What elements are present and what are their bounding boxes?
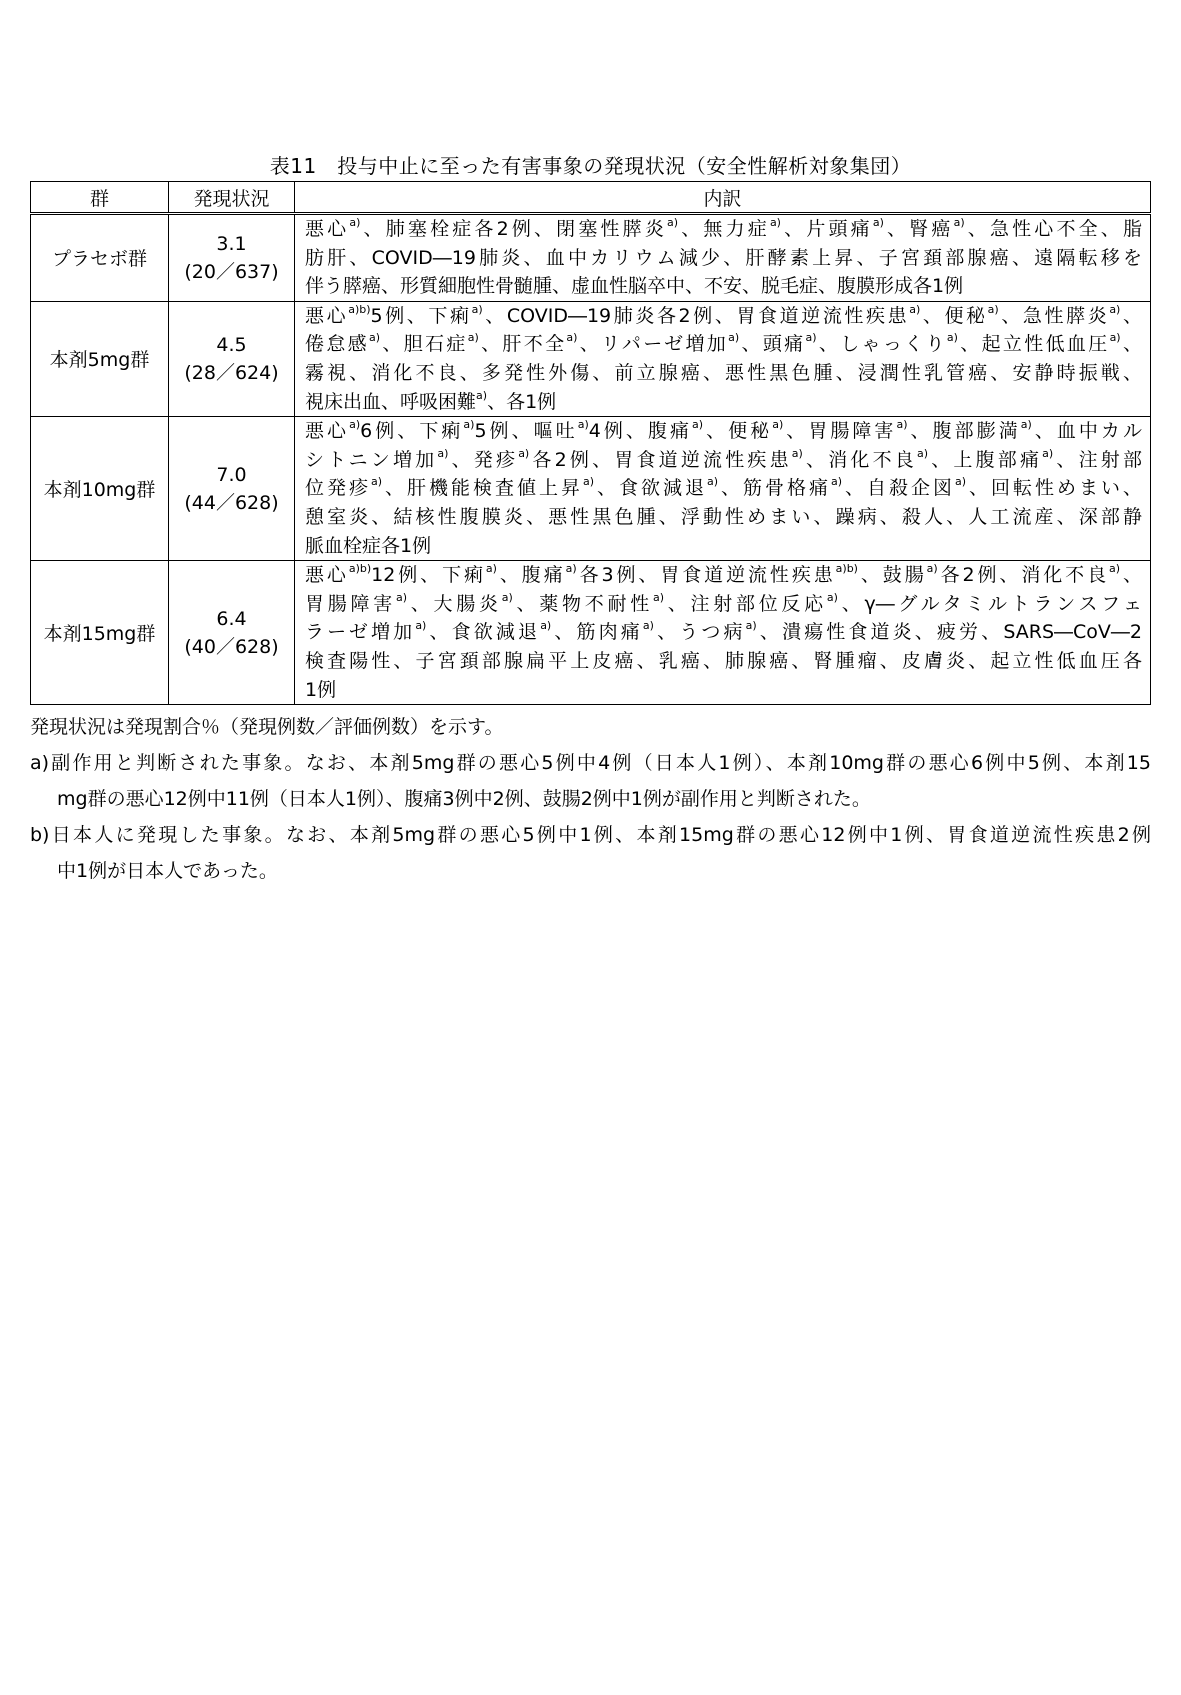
footnote-marker: a)	[987, 302, 999, 316]
breakdown-line	[305, 388, 1142, 417]
breakdown-text: 、便秘	[703, 420, 773, 443]
breakdown-line	[305, 330, 1142, 359]
footnote-marker: a)	[772, 418, 784, 432]
footnote-marker: a)	[946, 331, 958, 345]
breakdown-text: 各3例、胃食道逆流性疾患	[576, 564, 836, 587]
breakdown-line	[305, 302, 1142, 331]
footnote-marker: a)	[565, 562, 577, 576]
incidence-rate: 6.4	[216, 607, 247, 630]
breakdown-text: 、潰瘍性食道炎、疲労、SARS―CoV―2	[756, 621, 1142, 644]
breakdown-text: 、便秘	[920, 304, 988, 327]
footnote-marker: a)	[830, 475, 842, 489]
footnote-marker: a)	[370, 475, 383, 489]
incidence-cell	[169, 561, 295, 705]
breakdown-text: シトニン増加	[305, 448, 438, 471]
breakdown-text: 5例、下痢	[370, 304, 472, 327]
incidence-cell	[169, 214, 295, 302]
breakdown-text: 1例	[305, 678, 337, 701]
header-group: 群	[31, 182, 169, 214]
breakdown-text: 、筋骨格痛	[718, 477, 831, 500]
breakdown-text: 、無力症	[678, 218, 770, 240]
breakdown-text: 倦怠感	[305, 333, 369, 356]
breakdown-text: 悪心	[305, 218, 350, 240]
breakdown-text: 視床出血、呼吸困難	[305, 390, 477, 413]
breakdown-text: 位発疹	[305, 477, 371, 500]
document-body	[30, 152, 1151, 889]
footnote-marker: a)	[954, 475, 966, 489]
footnote-marker: a)b)	[348, 562, 372, 576]
breakdown-line	[305, 590, 1142, 619]
breakdown-text: 、頭痛	[739, 333, 806, 356]
breakdown-text: 、肝不全	[478, 333, 567, 356]
breakdown-text: 、肺塞栓症各2例、閉塞性膵炎	[360, 218, 668, 240]
breakdown-line	[305, 446, 1142, 475]
breakdown-cell	[295, 417, 1151, 561]
footnote-marker: a)	[476, 388, 488, 402]
breakdown-text: 、急性心不全、脂	[964, 218, 1142, 240]
breakdown-text: 5例、嘔吐	[474, 420, 578, 443]
breakdown-text: 、腎癌	[883, 218, 954, 240]
incidence-rate: 3.1	[216, 232, 247, 255]
breakdown-line	[305, 532, 1142, 561]
breakdown-text: 、発疹	[448, 448, 519, 471]
breakdown-text: 悪心	[305, 564, 349, 587]
breakdown-text: 各2例、胃食道逆流性疾患	[529, 448, 792, 471]
footnote-a-cont: mg群の悪心12例中11例（日本人1例）、腹痛3例中2例、鼓腸2例中1例が副作用と判断された。	[57, 788, 871, 811]
table-header-row	[31, 182, 1151, 214]
breakdown-text: 、筋肉痛	[551, 621, 643, 644]
breakdown-line	[305, 417, 1142, 446]
breakdown-text: 、大腸炎	[407, 592, 502, 615]
footnotes	[30, 709, 1151, 889]
footnote-marker: a)	[485, 562, 497, 576]
footnote-marker: a)	[791, 446, 803, 460]
breakdown-line	[305, 215, 1142, 244]
incidence-cell	[169, 301, 295, 416]
footnote-marker: a)	[540, 619, 552, 633]
breakdown-text: 4例、腹痛	[588, 420, 693, 443]
table-row	[31, 417, 1151, 561]
header-incidence: 発現状況	[169, 182, 295, 214]
footnote-marker: a)b)	[348, 302, 371, 316]
breakdown-text: 、	[1120, 564, 1142, 587]
footnote-marker: a)	[667, 216, 679, 229]
footnote-marker: a)	[582, 475, 594, 489]
breakdown-line	[305, 272, 1142, 301]
footnote-marker: a)	[349, 418, 361, 432]
breakdown-text: 、うつ病	[653, 621, 746, 644]
group-cell: 本剤5mg群	[31, 301, 169, 416]
breakdown-line	[305, 618, 1142, 647]
breakdown-text: 6例、下痢	[360, 420, 464, 443]
footnote-marker: a)	[501, 590, 513, 604]
footnote-marker: a)	[805, 331, 817, 345]
breakdown-text: 、肝機能検査値上昇	[382, 477, 583, 500]
breakdown-text: 、注射部位反応	[664, 592, 827, 615]
footnote-marker: a)	[826, 590, 838, 604]
incidence-rate: 7.0	[216, 463, 247, 486]
footnote-marker: a)	[437, 446, 449, 460]
incidence-count: (44／628)	[184, 491, 279, 514]
footnote-marker: a)	[652, 590, 664, 604]
footnote-marker: a)	[953, 216, 965, 229]
footnote-marker: a)	[518, 446, 530, 460]
breakdown-text: 、鼓腸	[857, 564, 927, 587]
breakdown-text: 悪心	[305, 304, 349, 327]
footnote-marker: a)	[769, 216, 781, 229]
breakdown-text: 、消化不良	[802, 448, 917, 471]
breakdown-text: 脈血栓症各1例	[305, 534, 432, 557]
footnote-a: a)副作用と判断された事象。なお、本剤5mg群の悪心5例中4例（日本人1例）、本剤10mg群の悪心6例中5例、本剤15	[30, 752, 1151, 775]
breakdown-text: 、急性膵炎	[998, 304, 1110, 327]
breakdown-text: 各2例、消化不良	[937, 564, 1110, 587]
breakdown-text: 、注射部	[1053, 448, 1142, 471]
footnote-marker: a)	[896, 418, 908, 432]
breakdown-text: 、食欲減退	[426, 621, 541, 644]
table-row	[31, 561, 1151, 705]
breakdown-line	[305, 359, 1142, 388]
breakdown-text: 、胃腸障害	[783, 420, 897, 443]
footnote-marker: a)	[728, 331, 740, 345]
breakdown-text: 、片頭痛	[780, 218, 873, 240]
footnote-marker: a)	[642, 619, 654, 633]
footnote-marker: a)	[471, 302, 483, 316]
header-breakdown: 内訳	[295, 182, 1151, 214]
breakdown-text: 胃腸障害	[305, 592, 396, 615]
breakdown-text: ラーゼ増加	[305, 621, 416, 644]
footnote-marker: a)	[1109, 562, 1121, 576]
group-cell: プラセボ群	[31, 214, 169, 302]
incidence-count: (20／637)	[184, 260, 279, 283]
breakdown-text: 、回転性めまい、	[966, 477, 1142, 500]
breakdown-text: 、腹痛	[496, 564, 566, 587]
breakdown-line	[305, 647, 1142, 676]
incidence-rate: 4.5	[216, 333, 247, 356]
breakdown-text: 12例、下痢	[371, 564, 486, 587]
breakdown-line	[305, 244, 1142, 273]
breakdown-cell	[295, 561, 1151, 705]
breakdown-text: 、	[1120, 304, 1142, 327]
footnote-marker: a)	[566, 331, 578, 345]
breakdown-text: 検査陽性、子宮頚部腺扁平上皮癌、乳癌、肺腺癌、腎腫瘤、皮膚炎、起立性低血圧各	[305, 649, 1142, 672]
breakdown-cell	[295, 214, 1151, 302]
breakdown-line	[305, 561, 1142, 590]
group-cell: 本剤10mg群	[31, 417, 169, 561]
footnote-marker: a)	[916, 446, 929, 460]
incidence-count: (40／628)	[184, 635, 279, 658]
breakdown-text: 、薬物不耐性	[512, 592, 653, 615]
breakdown-text: 、腹部膨満	[907, 420, 1021, 443]
breakdown-text: 、	[1120, 333, 1142, 356]
breakdown-text: 肪肝、COVID―19肺炎、血中カリウム減少、肝酵素上昇、子宮頚部腺癌、遠隔転移を	[305, 246, 1142, 269]
footnote-marker: a)	[1109, 331, 1121, 345]
group-cell: 本剤15mg群	[31, 561, 169, 705]
breakdown-text: 、γ―グルタミルトランスフェ	[837, 592, 1142, 615]
footnote-marker: a)	[745, 619, 757, 633]
footnote-marker: a)	[872, 216, 884, 229]
footnote-marker: a)	[349, 216, 361, 229]
breakdown-text: 、起立性低血圧	[957, 333, 1110, 356]
breakdown-line	[305, 474, 1142, 503]
table-row	[31, 214, 1151, 302]
breakdown-cell	[295, 301, 1151, 416]
footnote-marker: a)	[1109, 302, 1121, 316]
breakdown-text: 、各1例	[487, 390, 557, 413]
footnote-marker: a)	[706, 475, 718, 489]
footnote-incidence: 発現状況は発現割合％（発現例数／評価例数）を示す。	[30, 716, 504, 739]
breakdown-line	[305, 676, 1142, 705]
breakdown-text: 、リパーゼ増加	[577, 333, 729, 356]
breakdown-text: 、しゃっくり	[816, 333, 947, 356]
incidence-cell	[169, 417, 295, 561]
breakdown-text: 伴う膵癌、形質細胞性骨髄腫、虚血性脳卒中、不安、脱毛症、腹膜形成各1例	[305, 275, 964, 298]
breakdown-text: 霧視、消化不良、多発性外傷、前立腺癌、悪性黒色腫、浸潤性乳管癌、安静時振戦、	[305, 361, 1142, 384]
table-row	[31, 301, 1151, 416]
footnote-marker: a)	[369, 331, 381, 345]
footnote-marker: a)	[926, 562, 938, 576]
footnote-marker: a)	[1042, 446, 1054, 460]
table-title: 表11 投与中止に至った有害事象の発現状況（安全性解析対象集団）	[269, 154, 912, 178]
footnote-marker: a)	[1020, 418, 1032, 432]
footnote-marker: a)	[577, 418, 589, 432]
incidence-count: (28／624)	[184, 361, 279, 384]
breakdown-line	[305, 503, 1142, 532]
footnote-marker: a)	[395, 590, 408, 604]
footnote-b-cont: 中1例が日本人であった。	[57, 860, 278, 883]
footnote-marker: a)	[692, 418, 704, 432]
breakdown-text: 、胆石症	[380, 333, 468, 356]
breakdown-text: 、食欲減退	[594, 477, 707, 500]
adverse-events-table	[30, 181, 1151, 705]
breakdown-text: 、血中カル	[1031, 420, 1142, 443]
breakdown-text: 、COVID―19肺炎各2例、胃食道逆流性疾患	[482, 304, 910, 327]
breakdown-text: 、上腹部痛	[928, 448, 1043, 471]
footnote-marker: a)	[909, 302, 921, 316]
footnote-marker: a)	[467, 331, 479, 345]
footnote-marker: a)b)	[835, 562, 858, 576]
footnote-marker: a)	[415, 619, 427, 633]
breakdown-text: 悪心	[305, 420, 350, 443]
footnote-b: b)日本人に発現した事象。なお、本剤5mg群の悪心5例中1例、本剤15mg群の悪心12例中1例、胃食道逆流性疾患2例	[30, 824, 1151, 847]
breakdown-text: 、自殺企図	[842, 477, 955, 500]
footnote-marker: a)	[463, 418, 475, 432]
breakdown-text: 憩室炎、結核性腹膜炎、悪性黒色腫、浮動性めまい、躁病、殺人、人工流産、深部静	[305, 505, 1142, 528]
